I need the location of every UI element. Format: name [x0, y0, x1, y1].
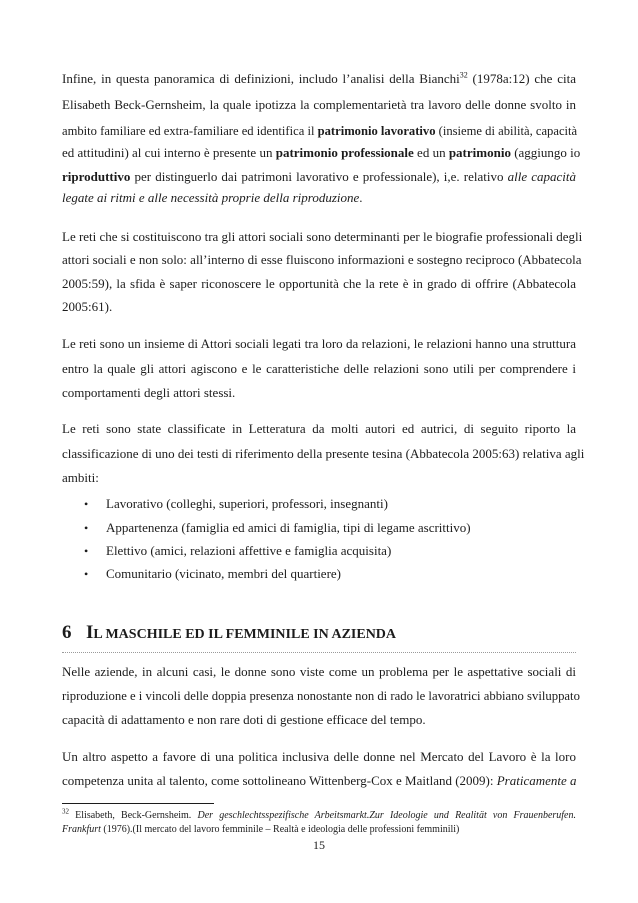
- paragraph-6-line-1: Un altro aspetto a favore di una politica inclusiva delle donne nel Mercato del Lavoro è la loro: [62, 749, 576, 764]
- footnote-line-1: $^{32}$ Elisabeth, Beck-Gernsheim. Der geschlechtsspezifische Arbeitsmarkt.Zur Ideologie und Realität von Frauenberufen.: [62, 807, 576, 821]
- section-heading: 6 IL MASCHILE ED IL FEMMINILE IN AZIENDA: [62, 622, 397, 643]
- bullet-icon: •: [84, 497, 89, 511]
- bullet-icon: •: [84, 567, 89, 581]
- paragraph-5-line-3: capacità di adattamento e non rare doti di gestione efficace del tempo.: [62, 712, 426, 727]
- footnote-number: 32: [62, 807, 69, 816]
- bullet-icon: •: [84, 521, 89, 535]
- footnote-reference[interactable]: 32: [459, 70, 468, 80]
- paragraph-4-line-3: ambiti:: [62, 470, 99, 485]
- paragraph-6-line-2: competenza unita al talento, come sottolineano Wittenberg-Cox e Maitland (2009): Praticamente a: [62, 773, 577, 788]
- paragraph-2-line-2: attori sociali e non solo: all’interno di esse fluiscono informazioni e sostegno reciproco (Abbatecola: [62, 252, 582, 267]
- paragraph-5-line-2: riproduzione e i vincoli delle doppia presenza nonostante non di rado le lavoratrici abbiano sviluppato: [62, 689, 580, 703]
- section-number: 6: [62, 622, 72, 643]
- paragraph-2-line-3: 2005:59), la sfida è saper riconoscere le opportunità che la rete è in grado di offrire (Abbatecola: [62, 276, 576, 291]
- paragraph-1-line-6: legate ai ritmi e alle necessità proprie della riproduzione.: [62, 190, 363, 205]
- footnote-separator: [62, 803, 214, 804]
- paragraph-1-line-5: riproduttivo per distinguerlo dai patrimoni lavorativo e professionale), i,e. relativo alle capacità: [62, 169, 576, 184]
- paragraph-4-line-2: classificazione di uno dei testi di riferimento della presente tesina (Abbatecola 2005:63) relativa agli: [62, 446, 585, 461]
- list-item: • Appartenenza (famiglia ed amici di famiglia, tipi di legame ascrittivo): [84, 518, 471, 538]
- heading-divider: [62, 652, 576, 653]
- paragraph-2-line-1: Le reti che si costituiscono tra gli attori sociali sono determinanti per le biografie professionali degli: [62, 229, 583, 244]
- footnote-line-2: Frankfurt (1976).(Il mercato del lavoro femminile – Realtà e ideologia delle professioni femminili): [62, 824, 460, 835]
- paragraph-3-line-1: Le reti sono un insieme di Attori sociali legati tra loro da relazioni, le relazioni hanno una struttura: [62, 336, 576, 351]
- paragraph-5-line-1: Nelle aziende, in alcuni casi, le donne sono viste come un problema per le aspettative sociali di: [62, 664, 576, 679]
- list-item: • Comunitario (vicinato, membri del quartiere): [84, 564, 341, 584]
- paragraph-1-line-4: ed attitudini) al cui interno è presente un patrimonio professionale ed un patrimonio (aggiungo io: [62, 145, 581, 160]
- paragraph-3-line-2: entro la quale gli attori agiscono e le caratteristiche delle relazioni sono utili per comprendere i: [62, 361, 576, 376]
- page-number: 15: [313, 838, 325, 852]
- list-item: • Lavorativo (colleghi, superiori, professori, insegnanti): [84, 494, 388, 514]
- paragraph-1-line-2: Elisabeth Beck-Gernsheim, la quale ipotizza la complementarietà tra lavoro delle donne svolto in: [62, 97, 576, 112]
- list-item: • Elettivo (amici, relazioni affettive e famiglia acquisita): [84, 541, 391, 561]
- bullet-icon: •: [84, 544, 89, 558]
- paragraph-3-line-3: comportamenti degli attori stessi.: [62, 385, 236, 400]
- paragraph-1-line-1: Infine, in questa panoramica di definizioni, includo l’analisi della Bianchi$^{32}$ (1978a:12) che cita: [62, 70, 576, 86]
- paragraph-4-line-1: Le reti sono state classificate in Letteratura da molti autori ed autrici, di seguito riporto la: [62, 421, 576, 436]
- paragraph-2-line-4: 2005:61).: [62, 299, 113, 314]
- paragraph-1-line-3: ambito familiare ed extra-familiare ed identifica il patrimonio lavorativo (insieme di abilità, capacità: [62, 124, 578, 138]
